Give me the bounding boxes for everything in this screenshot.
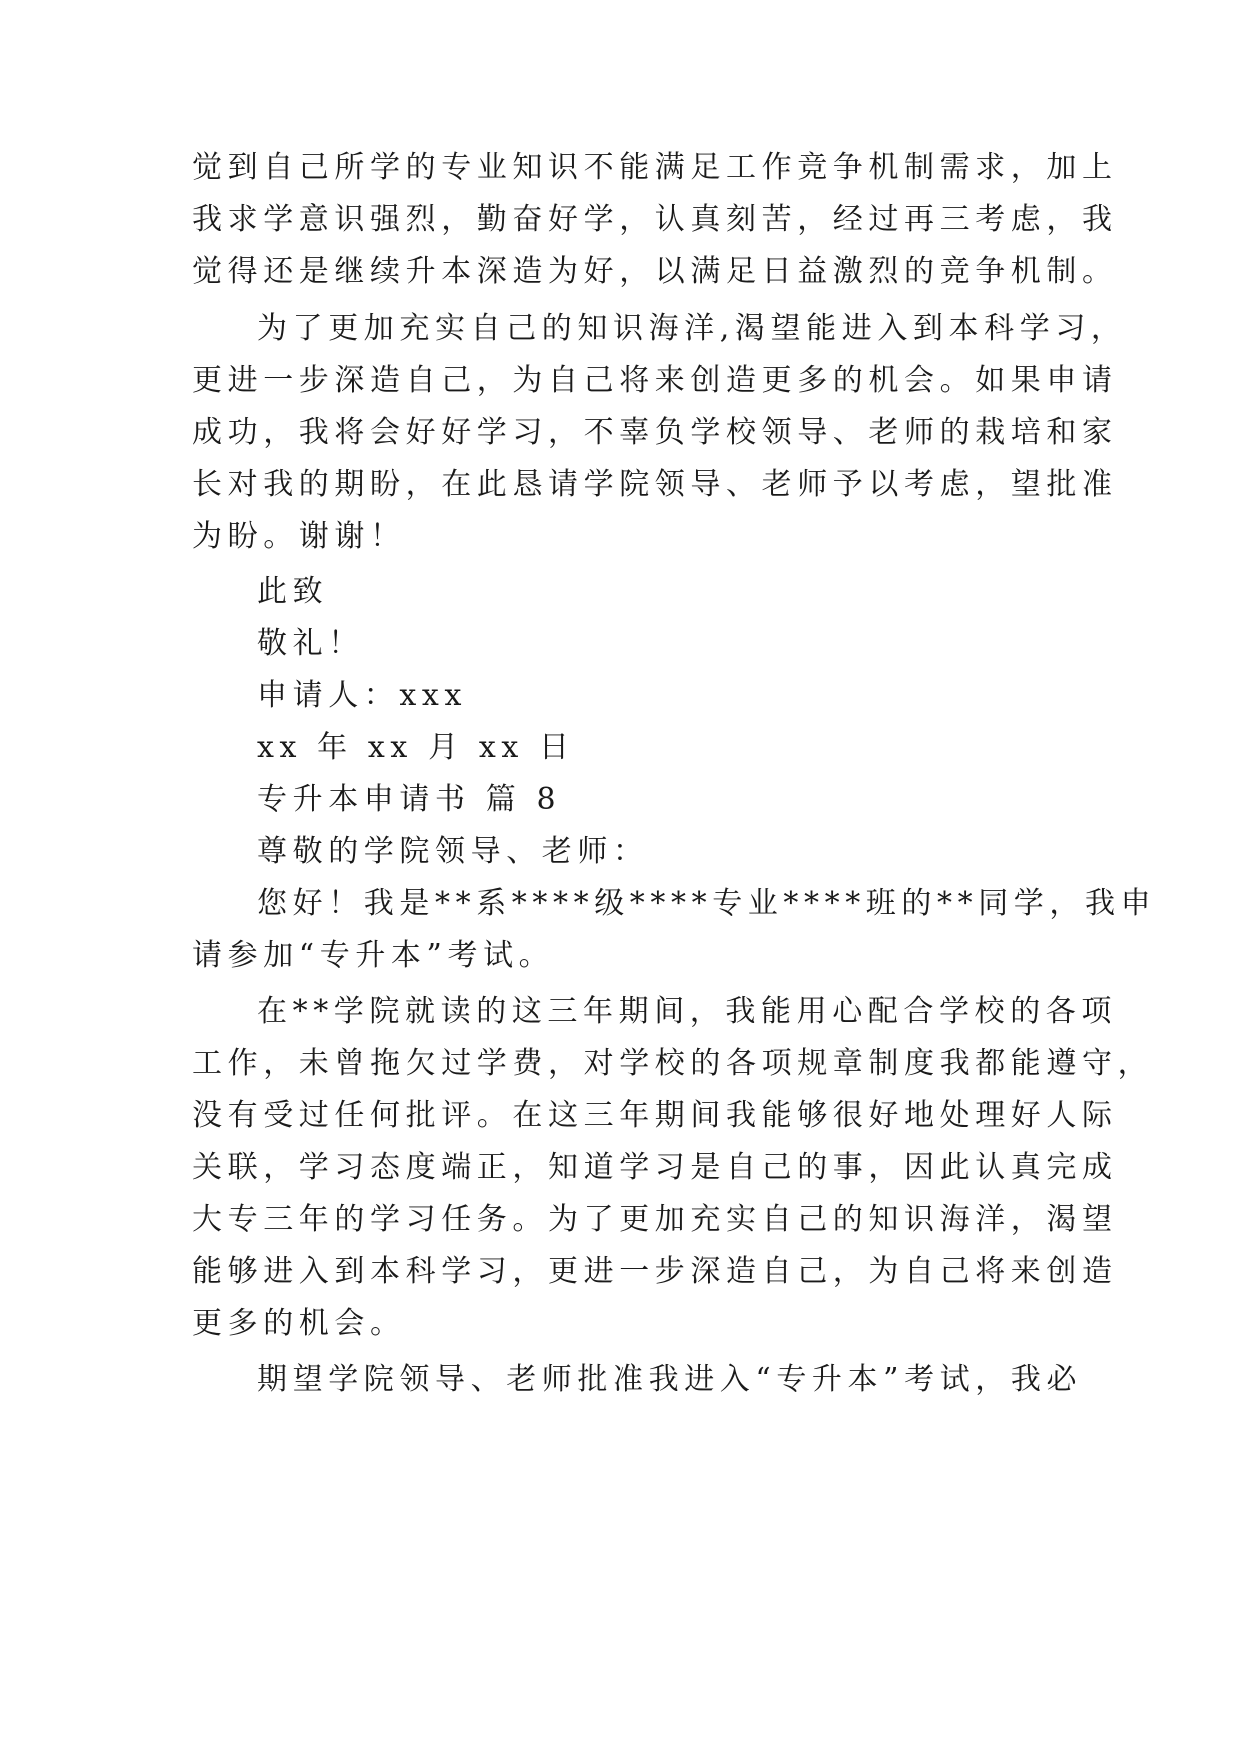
signature-date: xx 年 xx 月 xx 日 <box>257 730 575 765</box>
paragraph-line: 您好！我是**系****级****专业****班的**同学，我申 <box>257 886 1157 921</box>
closing-salutation: 此致 <box>257 574 329 609</box>
paragraph-line: 大专三年的学习任务。为了更加充实自己的知识海洋，渴望 <box>192 1202 1118 1237</box>
paragraph-line: 更多的机会。 <box>192 1306 406 1341</box>
paragraph-line: 在**学院就读的这三年期间，我能用心配合学校的各项 <box>257 994 1117 1029</box>
applicant-signature: 申请人：xxx <box>257 678 467 713</box>
paragraph-line: 长对我的期盼，在此恳请学院领导、老师予以考虑，望批准 <box>192 467 1118 502</box>
paragraph-line: 觉到自己所学的专业知识不能满足工作竞争机制需求，加上 <box>192 150 1118 185</box>
paragraph-line: 觉得还是继续升本深造为好，以满足日益激烈的竞争机制。 <box>192 254 1118 289</box>
paragraph-line: 更进一步深造自己，为自己将来创造更多的机会。如果申请 <box>192 363 1118 398</box>
paragraph-line: 关联，学习态度端正，知道学习是自己的事，因此认真完成 <box>192 1150 1118 1185</box>
paragraph-line: 工作，未曾拖欠过学费，对学校的各项规章制度我都能遵守， <box>192 1046 1154 1081</box>
paragraph-line: 我求学意识强烈，勤奋好学，认真刻苦，经过再三考虑，我 <box>192 202 1118 237</box>
paragraph-line: 为了更加充实自己的知识海洋,渴望能进入到本科学习， <box>257 311 1127 346</box>
paragraph-line: 期望学院领导、老师批准我进入“专升本”考试，我必 <box>257 1362 1083 1397</box>
letter-greeting: 尊敬的学院领导、老师： <box>257 834 649 869</box>
paragraph-line: 没有受过任何批评。在这三年期间我能够很好地处理好人际 <box>192 1098 1118 1133</box>
section-heading: 专升本申请书 篇 8 <box>257 782 562 817</box>
paragraph-line: 为盼。谢谢！ <box>192 519 406 554</box>
paragraph-line: 请参加“专升本”考试。 <box>192 938 555 973</box>
paragraph-line: 成功，我将会好好学习，不辜负学校领导、老师的栽培和家 <box>192 415 1118 450</box>
paragraph-line: 能够进入到本科学习，更进一步深造自己，为自己将来创造 <box>192 1254 1118 1289</box>
closing-regards: 敬礼！ <box>257 626 364 661</box>
